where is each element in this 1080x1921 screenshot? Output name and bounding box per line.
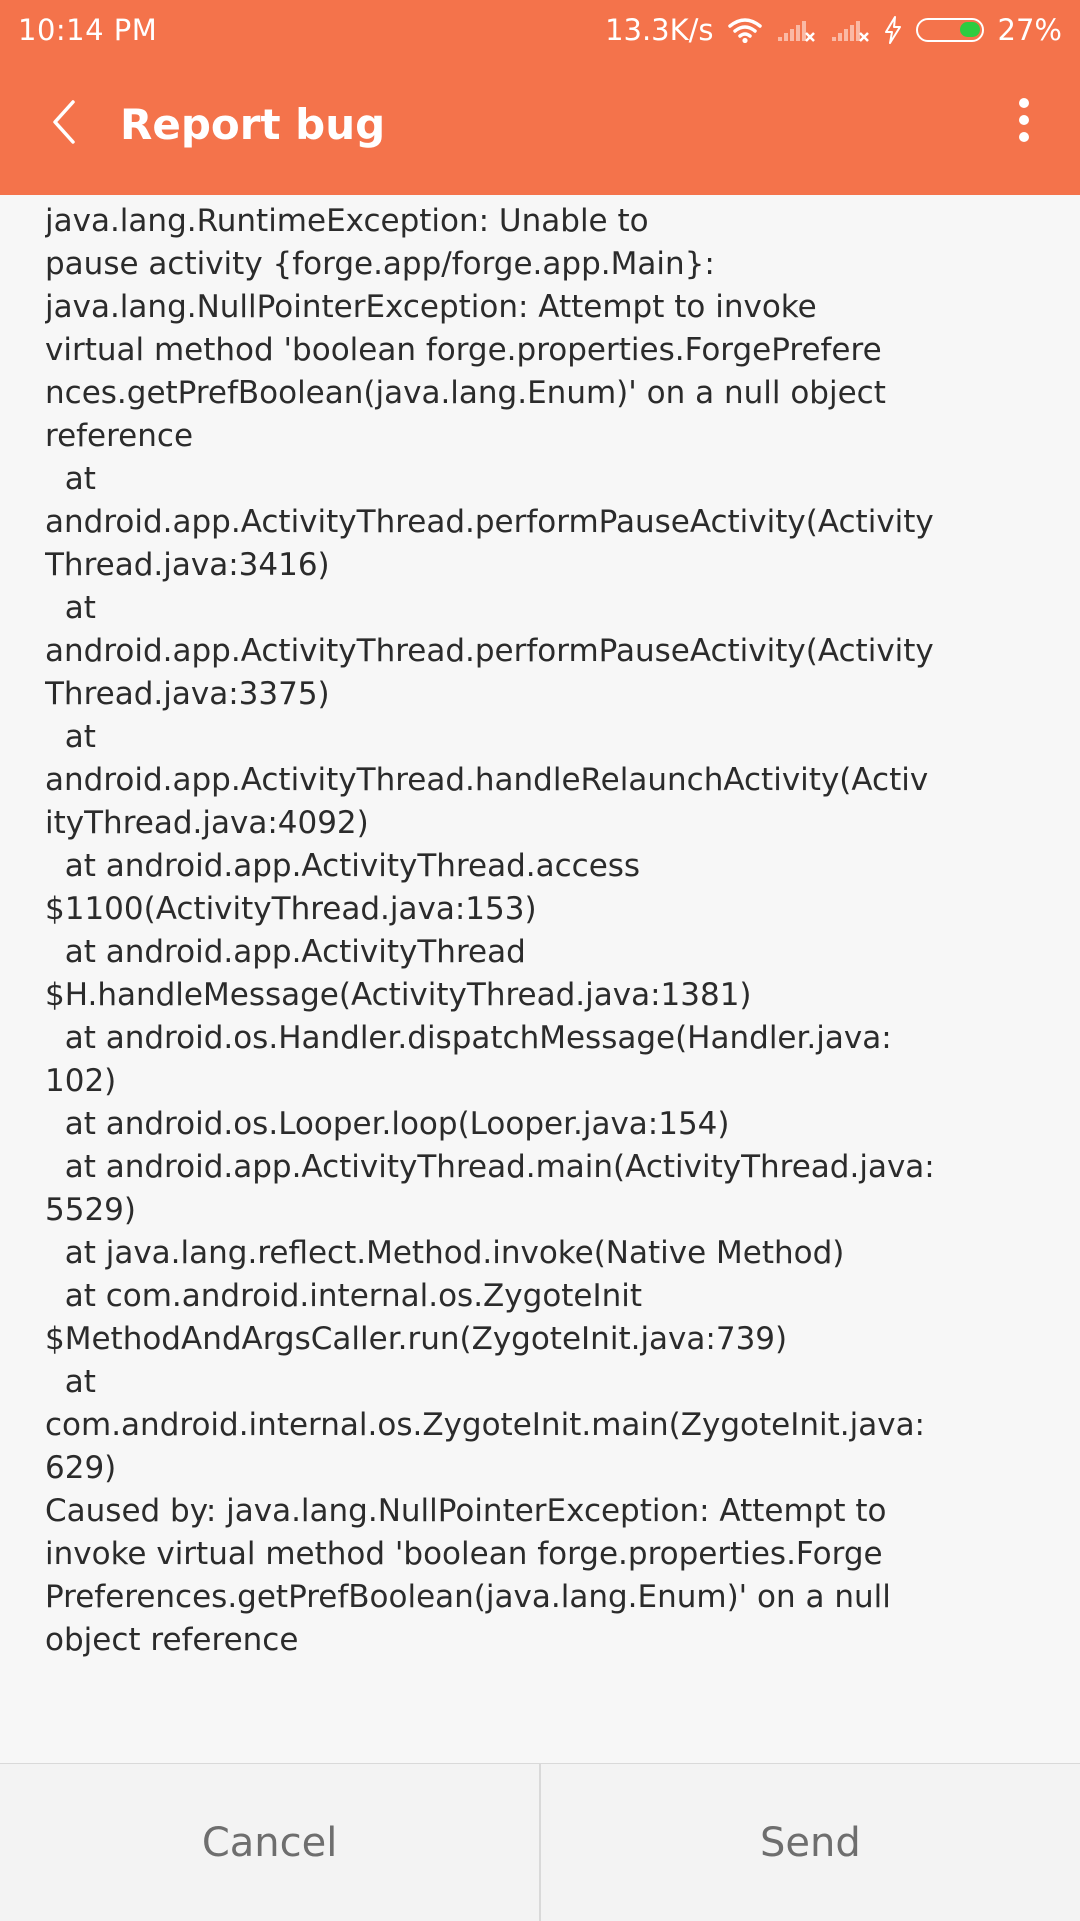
chevron-left-icon xyxy=(49,98,79,146)
status-bar xyxy=(0,0,1080,60)
more-options-button[interactable] xyxy=(996,90,1052,150)
signal-icon xyxy=(830,17,870,43)
more-vertical-icon xyxy=(1017,96,1031,144)
wifi-icon xyxy=(728,17,762,43)
stack-trace-text: java.lang.RuntimeException: Unable to pause activity {forge.app/forge.app.Main}: java.lang.NullPointerException: Attempt to invoke virtual method 'boolean forge.properties.ForgePrefere nces.getPrefBoolean(java.lang.Enum)' on a null object reference at android.app.ActivityThread.performPauseActivity(Activity Thread.java:3416) at android.app.ActivityThread.performPauseActivity(Activity Thread.java:3375) at android.app.ActivityThread.handleRelaunchActivity(Activ ityThread.java:4092) at android.app.ActivityThread.access $1100(ActivityThread.java:153) at android.app.ActivityThread $H.handleMessage(ActivityThread.java:1381) at android.os.Handler.dispatchMessage(Handler.java: 102) at android.os.Looper.loop(Looper.java:154) at android.app.ActivityThread.main(ActivityThread.java: 5529) at java.lang.reflect.Method.invoke(Native Method) at com.android.internal.os.ZygoteInit $MethodAndArgsCaller.run(ZygoteInit.java:739) at com.android.internal.os.ZygoteInit.main(ZygoteInit.java: 629) Caused by: java.lang.NullPointerException: Attempt to invoke virtual method 'boolean forge.properties.Forge Preferences.getPrefBoolean(java.lang.Enum)' on a null object reference xyxy=(45,203,935,1658)
battery-level xyxy=(960,22,980,37)
status-time: 10:14 PM xyxy=(18,13,158,47)
network-speed: 13.3K/s xyxy=(605,13,714,47)
page-title: Report bug xyxy=(120,100,386,149)
status-icons xyxy=(605,10,1062,50)
bug-report-content[interactable] xyxy=(45,200,1045,1750)
battery-percent: 27% xyxy=(997,13,1062,47)
signal-icon xyxy=(776,17,816,43)
app-bar xyxy=(0,60,1080,195)
cancel-button[interactable]: Cancel xyxy=(201,1819,338,1866)
battery-icon xyxy=(916,18,984,42)
back-button[interactable] xyxy=(36,94,92,150)
send-button[interactable]: Send xyxy=(760,1819,861,1866)
action-bar xyxy=(0,1763,1080,1921)
charging-icon xyxy=(884,16,902,44)
